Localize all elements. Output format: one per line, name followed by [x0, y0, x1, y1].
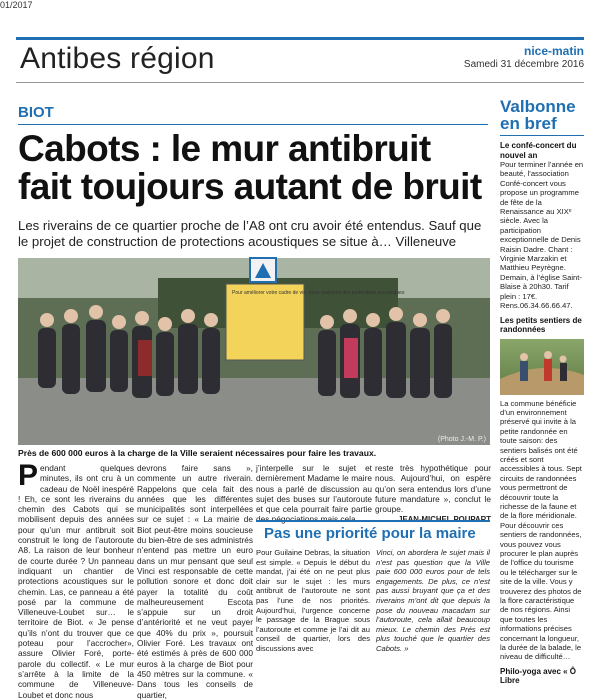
article-chapeau: Les riverains de ce quartier proche de l’A8 ont cru avoir été entendus. Sauf que le projet de construction de protections acoustiques se situe à… Villeneuve: [18, 218, 482, 249]
photo-caption: Près de 600 000 euros à la charge de la Ville seraient nécessaires pour faire les travaux.: [18, 448, 377, 458]
brief-2-title: Les petits sentiers de randonnées: [500, 315, 582, 334]
sidebar-briefs: [500, 98, 584, 686]
brief-3-title: Philo-yoga avec « Ô Libre: [500, 666, 577, 686]
inset-box: [256, 520, 490, 653]
inset-title: Pas une priorité pour la maire: [264, 525, 476, 542]
drop-cap: P: [18, 459, 39, 492]
article-kicker: BIOT: [18, 104, 54, 121]
photo-credit: (Photo J.-M. P.): [437, 436, 486, 443]
sidebar-rule: [500, 135, 584, 136]
body-column-3: j’interpelle sur le sujet et dernièrement Madame le maire nous a parlé de discussion au sujet des buses sur l’autoroute et que cela pourrait faire partie des négociations mais cela: [256, 463, 372, 525]
kicker-rule: [18, 124, 488, 125]
issue-date: Samedi 31 décembre 2016: [463, 59, 584, 70]
body-column-4: [375, 463, 491, 526]
article-headline: Cabots : le mur antibruit fait toujours autant de bruit: [18, 128, 482, 207]
hikers-illustration: [500, 339, 584, 395]
inset-column-a: Pour Guilaine Debras, la situation est simple. « Depuis le début du mandat, j’ai été on ne peut plus clair sur le sujet : les murs antibruit de l’autoroute ne sont pas l’une de nos priorités. Aujourd’hui, l’urgence concerne le passage de la Brague sous l’autoroute et comme je l’ai dit au conseil de quartier, lors des discussions avec: [256, 548, 370, 653]
section-title: Antibes région: [20, 42, 215, 75]
sidebar-title: Valbonne en bref: [500, 97, 576, 133]
newspaper-name: nice-matin: [523, 44, 584, 58]
article-photo: [18, 258, 490, 445]
body-text-4: reste très hypothétique pour nous. Aujourd’hui, on espère qu’on sera entendus lors d’une future mandature », conclut le groupe.: [375, 463, 491, 515]
inset-column-b: Vinci, on abordera le sujet mais il n’est pas question que la Ville paie 600 000 euros pour de tels engagements. De plus, ce n’est pas aussi bruyant que ça et des riverains m’ont dit que depuis la pose du nouveau macadam sur l’autoroute, cela allait beaucoup mieux. Le chemin des Prés est plus touché que le quartier des Cabots. »: [376, 548, 490, 653]
page-header: [16, 37, 584, 75]
author-signature: JEAN-MICHEL POUPART: [398, 515, 491, 525]
date-stamp: 01/2017: [0, 0, 33, 10]
header-divider: [16, 82, 584, 83]
body-column-1: [18, 459, 134, 700]
brief-1-title: Le confé-concert du nouvel an: [500, 141, 577, 160]
brief-2-text: La commune bénéficie d’un environnement préservé qui invite à la petite randonnée en toute saison: des sentiers balisés ont été créés et sont accessibles à tous. Sept circuits de randonnées vous permettront de découvrir toute la richesse de la faune et de la flore méridionale. Pour découvrir ces sentiers de randonnées, vous pouvez vous procurer le plan auprès de l’office du tourisme ou le télécharger sur le site de la ville. Vous y trouverez des photos de la flore caractéristique de nos régions. Ainsi que toutes les informations précises concernant la longueur, la durée de la balade, le niveau de difficulté…: [500, 398, 582, 662]
brief-1-text: Pour terminer l’année en beauté, l’association Confé-concert vous propose un programme de fête de la Renaissance au XIXᵉ siècle. Avec la participation exceptionnelle de Denis Raisin Dadre. Chant : Virginie Marzakin et Matthieu Peyrègne. Demain, à l’église Saint-Blaise à 20h30. Tarif plein : 17€. Rens.06.34.66.66.47.: [500, 160, 584, 311]
group-photo-illustration: [18, 258, 490, 445]
body-column-2: devrons faire sans », commente un autre riverain. Rappelons que cela fait des années que les différentes municipalités sont interpellées sur ce sujet : « La mairie de Biot peut-être moins soucieuse du bien-être de ses administrés n’entend pas mettre un euro dans un mur pensant que seul Vinci est responsable de cette pollution sonore et donc doit payer la totalité du coût malheureusement Escota s’appuie sur un droit d’antériorité et ne veut payer que 40% du prix », poursuit Olivier Foré. Les travaux ont été estimés à près de 600 000 euros à la charge de Biot pour 450 mètres sur la commune. « Dans tous les conseils de quartier,: [137, 463, 253, 700]
sign-text: Pour améliorer votre cadre de vie, nous réalisons des protections acoustiques: [232, 290, 405, 296]
body-text-1: endant quelques minutes, ils ont cru à un cadeau de Noël inespéré ! Eh, ce sont les riverains du chemin des Cabots qui se mobilisent depuis des années pour qu’un mur antibruit soit construit le long de l’autoroute A8. La raison de leur bonheur de courte durée ? Un panneau indiquant un chantier de protections acoustiques sur le chemin. Las, ce panneau a été posé par la commune de Villeneuve-Loubet sur… le territoire de Biot. « Je pense qu’ils n’ont du trouver que ce poteau pour l’accrocher», assure Olivier Foré, porte-parole du collectif. « Le mur s’arrête à la limite de la commune de Villeneuve-Loubet et donc nous: [18, 463, 134, 700]
hikers-photo: [500, 339, 584, 395]
svg-text:Pour améliorer votre cadre de: [232, 290, 405, 296]
